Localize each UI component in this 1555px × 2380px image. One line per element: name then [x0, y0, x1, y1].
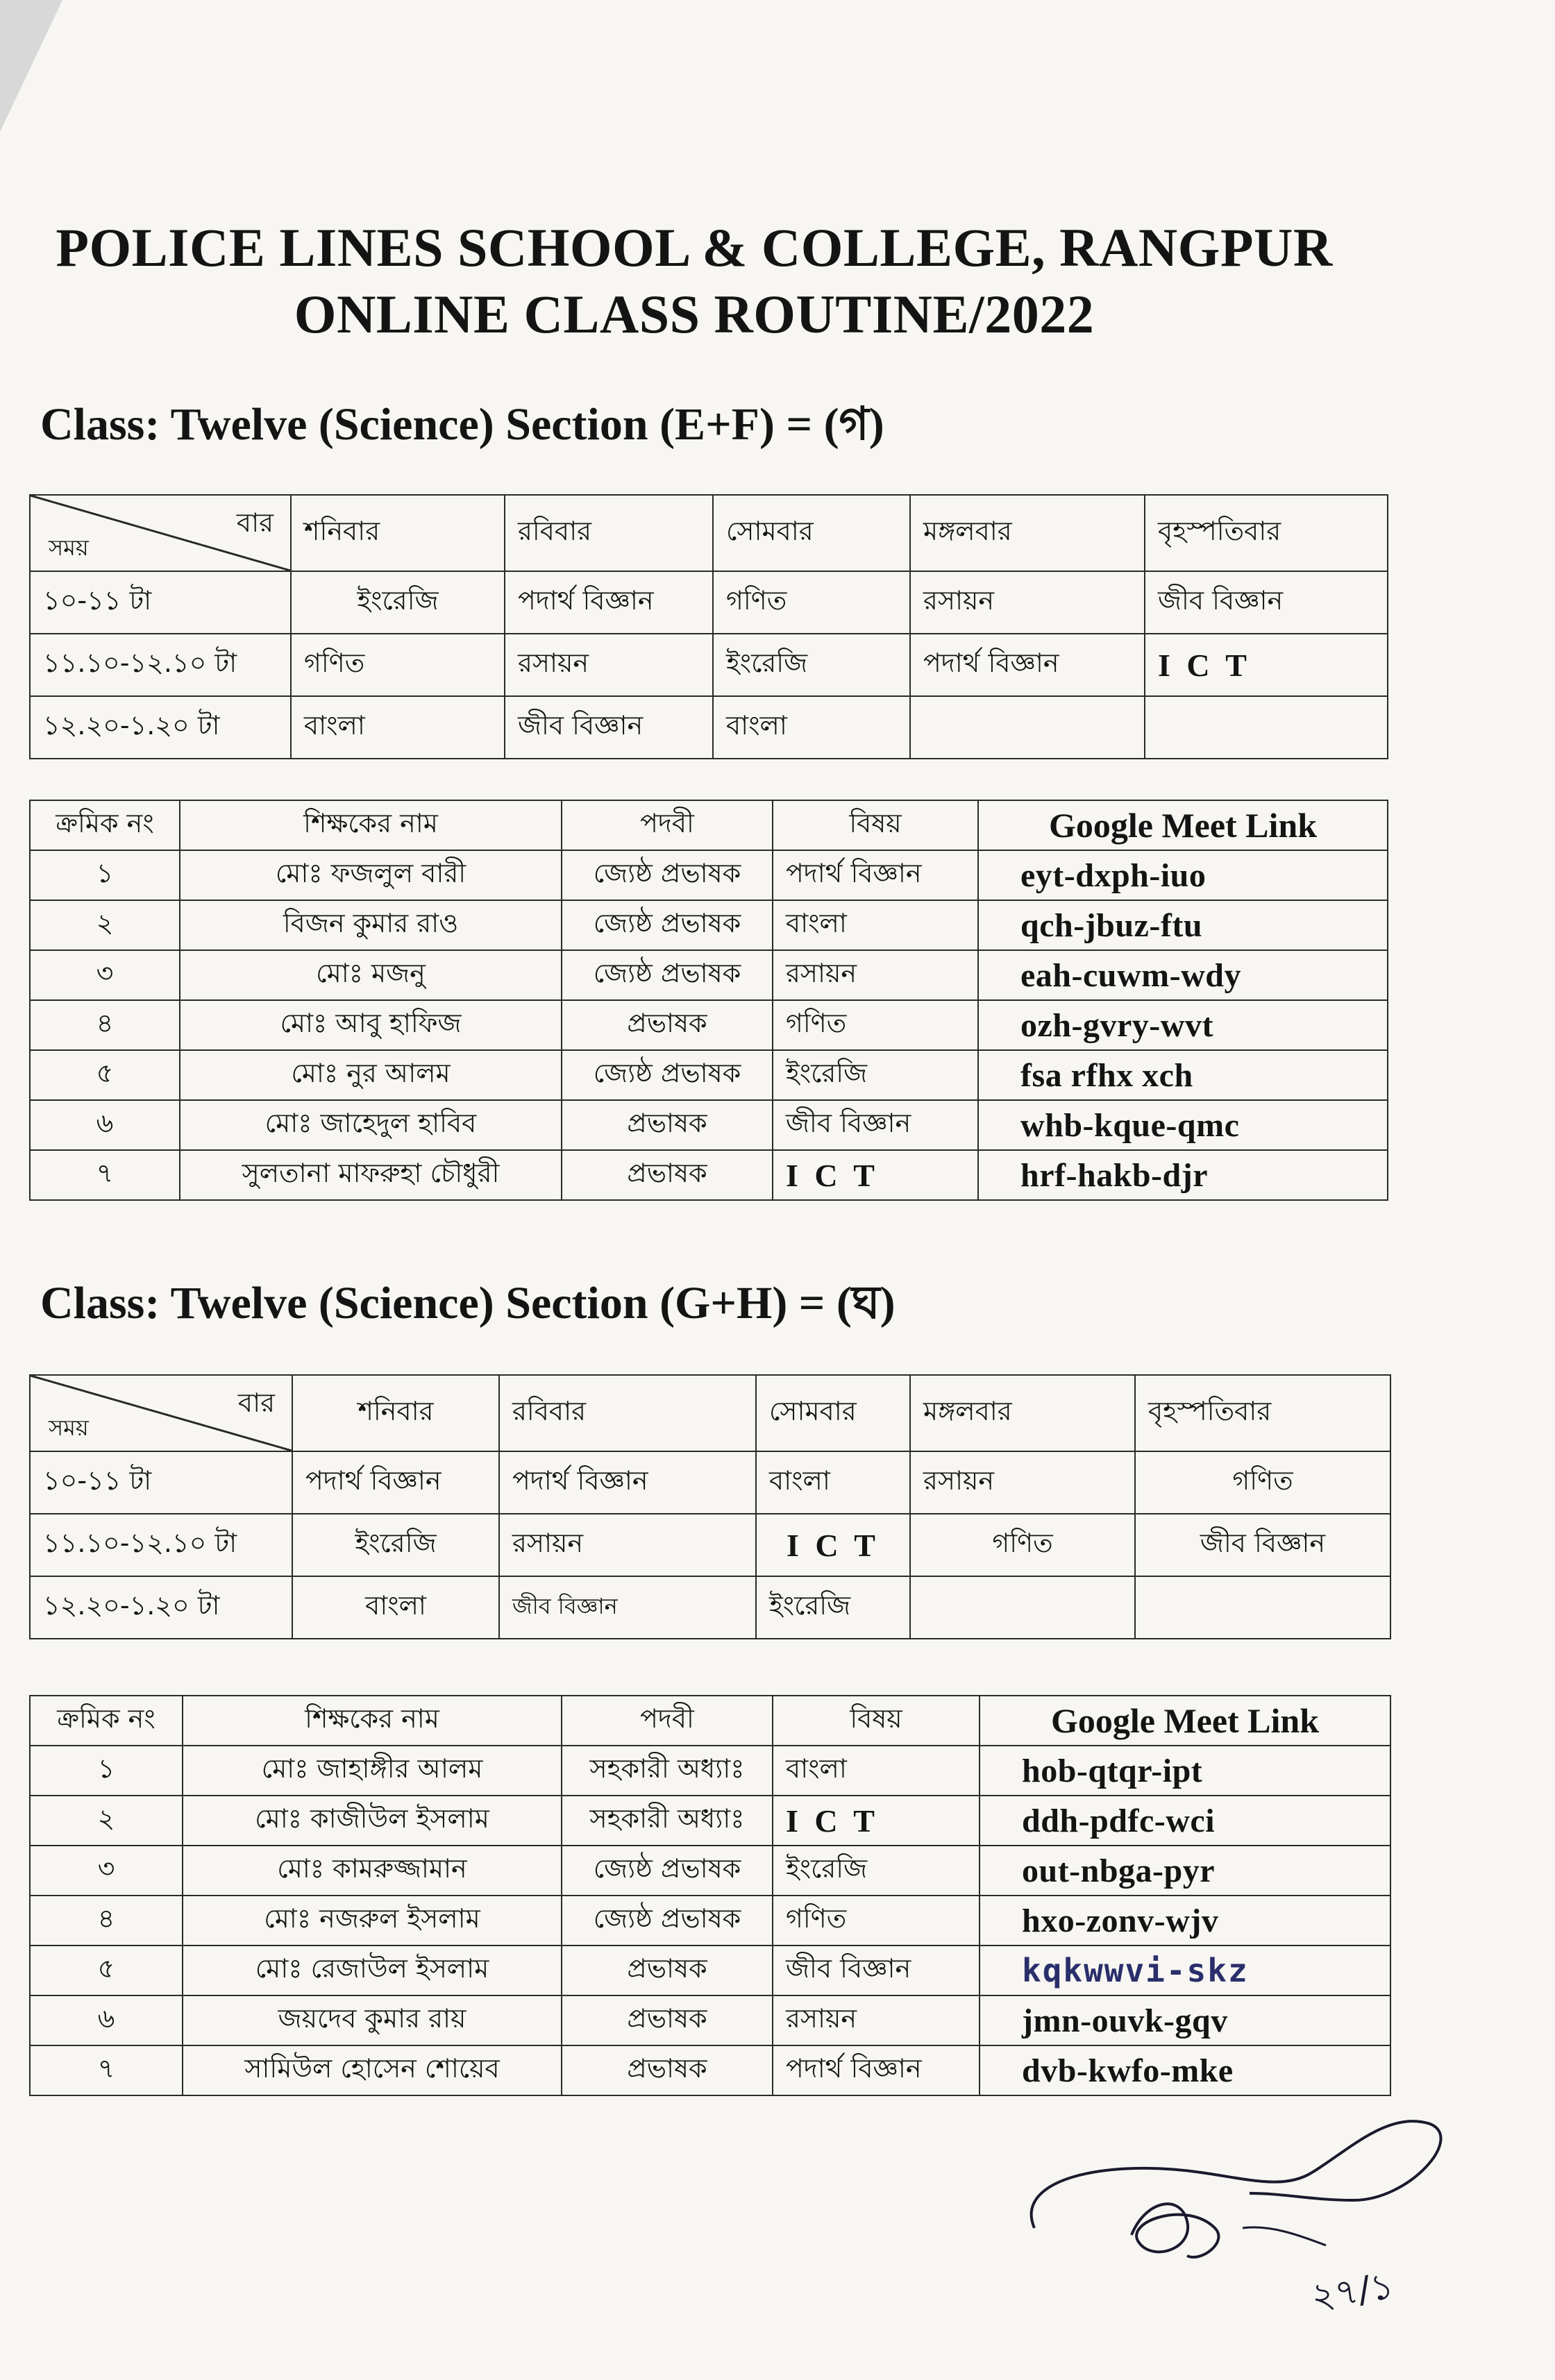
- serial-number: ৬: [30, 1995, 183, 2045]
- meet-link: whb-kque-qmc: [978, 1100, 1388, 1150]
- document-title-line2: ONLINE CLASS ROUTINE/2022: [294, 284, 1095, 344]
- subject: পদার্থ বিজ্ঞান: [773, 850, 978, 900]
- subject-cell: [910, 1576, 1135, 1639]
- table-row: [30, 1796, 1390, 1846]
- serial-number: ৩: [30, 1846, 183, 1896]
- routine-table: [29, 1374, 1391, 1639]
- column-header: পদবী: [562, 800, 773, 850]
- day-header: মঙ্গলবার: [910, 1375, 1135, 1451]
- subject: পদার্থ বিজ্ঞান: [773, 2045, 980, 2095]
- subject-cell: জীব বিজ্ঞান: [1145, 571, 1388, 634]
- meet-link: ddh-pdfc-wci: [980, 1796, 1390, 1846]
- teacher-name: মোঃ জাহাঙ্গীর আলম: [183, 1746, 562, 1796]
- serial-number: ৫: [30, 1050, 180, 1100]
- day-time-corner-cell: [30, 1375, 292, 1451]
- serial-number: ৩: [30, 950, 180, 1000]
- serial-number: ১: [30, 850, 180, 900]
- subject: বাংলা: [773, 900, 978, 950]
- serial-number: ৫: [30, 1946, 183, 1995]
- meet-link: eyt-dxph-iuo: [978, 850, 1388, 900]
- designation: জ্যেষ্ঠ প্রভাষক: [562, 1846, 773, 1896]
- subject: রসায়ন: [773, 1995, 980, 2045]
- meet-link: hrf-hakb-djr: [978, 1150, 1388, 1200]
- document-title-line1: POLICE LINES SCHOOL & COLLEGE, RANGPUR: [56, 217, 1333, 278]
- signature-date: ২৭/১: [1309, 2265, 1397, 2318]
- subject-cell: ইংরেজি: [713, 634, 910, 696]
- designation: প্রভাষক: [562, 1946, 773, 1995]
- subject-cell: পদার্থ বিজ্ঞান: [499, 1451, 756, 1514]
- subject-cell: রসায়ন: [505, 634, 713, 696]
- subject: ইংরেজি: [773, 1050, 978, 1100]
- subject-cell: I C T: [1145, 634, 1388, 696]
- subject-cell: [1145, 696, 1388, 759]
- column-header: বিষয়: [773, 800, 978, 850]
- subject-cell: গণিত: [1135, 1451, 1390, 1514]
- day-header: রবিবার: [499, 1375, 756, 1451]
- day-header: শনিবার: [292, 1375, 499, 1451]
- table-row: [30, 900, 1388, 950]
- subject-cell: জীব বিজ্ঞান: [505, 696, 713, 759]
- time-slot: ১০-১১ টা: [30, 1451, 292, 1514]
- routine-table: [29, 494, 1388, 759]
- column-header: Google Meet Link: [980, 1696, 1390, 1746]
- day-header: রবিবার: [505, 495, 713, 571]
- subject-cell: পদার্থ বিজ্ঞান: [505, 571, 713, 634]
- subject: I C T: [773, 1796, 980, 1846]
- table-row: [30, 1100, 1388, 1150]
- serial-number: ৪: [30, 1000, 180, 1050]
- section-heading: Class: Twelve (Science) Section (G+H) = (ঘ): [40, 1278, 896, 1328]
- column-header: পদবী: [562, 1696, 773, 1746]
- meet-link: qch-jbuz-ftu: [978, 900, 1388, 950]
- table-row: [30, 1896, 1390, 1946]
- table-row: [30, 1746, 1390, 1796]
- time-slot: ১১.১০-১২.১০ টা: [30, 1514, 292, 1576]
- designation: সহকারী অধ্যাঃ: [562, 1796, 773, 1846]
- subject-cell: জীব বিজ্ঞান: [499, 1576, 756, 1639]
- table-row: [30, 1846, 1390, 1896]
- meet-link-handwritten: kqkwwvi-skz: [980, 1946, 1390, 1995]
- day-header: সোমবার: [756, 1375, 910, 1451]
- teacher-name: বিজন কুমার রাও: [180, 900, 562, 950]
- meet-link: hob-qtqr-ipt: [980, 1746, 1390, 1796]
- designation: সহকারী অধ্যাঃ: [562, 1746, 773, 1796]
- column-header: শিক্ষকের নাম: [180, 800, 562, 850]
- corner-day-label: বার: [236, 507, 274, 538]
- subject-cell: বাংলা: [292, 1576, 499, 1639]
- table-row: [30, 1946, 1390, 1995]
- meet-link: ozh-gvry-wvt: [978, 1000, 1388, 1050]
- teacher-name: মোঃ মজনু: [180, 950, 562, 1000]
- subject-cell: ইংরেজি: [291, 571, 505, 634]
- designation: প্রভাষক: [562, 1150, 773, 1200]
- teacher-name: মোঃ নুর আলম: [180, 1050, 562, 1100]
- table-row: [30, 950, 1388, 1000]
- subject-cell: পদার্থ বিজ্ঞান: [910, 634, 1145, 696]
- corner-day-label: বার: [237, 1387, 275, 1418]
- designation: জ্যেষ্ঠ প্রভাষক: [562, 950, 773, 1000]
- subject-cell: বাংলা: [291, 696, 505, 759]
- meet-link: fsa rfhx xch: [978, 1050, 1388, 1100]
- serial-number: ৭: [30, 2045, 183, 2095]
- day-header: বৃহস্পতিবার: [1135, 1375, 1390, 1451]
- section-heading: Class: Twelve (Science) Section (E+F) = (গ): [40, 399, 884, 450]
- time-slot: ১২.২০-১.২০ টা: [30, 1576, 292, 1639]
- column-header: বিষয়: [773, 1696, 980, 1746]
- day-header: সোমবার: [713, 495, 910, 571]
- subject: বাংলা: [773, 1746, 980, 1796]
- serial-number: ৬: [30, 1100, 180, 1150]
- table-row: [30, 1995, 1390, 2045]
- serial-number: ৭: [30, 1150, 180, 1200]
- subject-cell: ইংরেজি: [756, 1576, 910, 1639]
- designation: জ্যেষ্ঠ প্রভাষক: [562, 900, 773, 950]
- subject-cell: বাংলা: [713, 696, 910, 759]
- corner-time-label: সময়: [49, 1415, 89, 1441]
- subject-cell: I C T: [756, 1514, 910, 1576]
- table-row: [30, 1050, 1388, 1100]
- subject: জীব বিজ্ঞান: [773, 1946, 980, 1995]
- subject: I C T: [773, 1150, 978, 1200]
- column-header: Google Meet Link: [978, 800, 1388, 850]
- designation: জ্যেষ্ঠ প্রভাষক: [562, 1896, 773, 1946]
- subject-cell: গণিত: [291, 634, 505, 696]
- teacher-name: মোঃ জাহেদুল হাবিব: [180, 1100, 562, 1150]
- teacher-name: সামিউল হোসেন শোয়েব: [183, 2045, 562, 2095]
- teacher-name: মোঃ কামরুজ্জামান: [183, 1846, 562, 1896]
- serial-number: ৪: [30, 1896, 183, 1946]
- subject-cell: গণিত: [910, 1514, 1135, 1576]
- column-header: শিক্ষকের নাম: [183, 1696, 562, 1746]
- time-slot: ১২.২০-১.২০ টা: [30, 696, 291, 759]
- subject-cell: রসায়ন: [499, 1514, 756, 1576]
- meet-link: jmn-ouvk-gqv: [980, 1995, 1390, 2045]
- corner-time-label: সময়: [49, 534, 89, 561]
- time-slot: ১০-১১ টা: [30, 571, 291, 634]
- meet-link: hxo-zonv-wjv: [980, 1896, 1390, 1946]
- subject-cell: গণিত: [713, 571, 910, 634]
- signature: [1020, 2096, 1451, 2325]
- subject: জীব বিজ্ঞান: [773, 1100, 978, 1150]
- table-row: [30, 850, 1388, 900]
- designation: প্রভাষক: [562, 1100, 773, 1150]
- subject-cell: রসায়ন: [910, 571, 1145, 634]
- teacher-table: [29, 800, 1388, 1201]
- teacher-name: মোঃ আবু হাফিজ: [180, 1000, 562, 1050]
- meet-link: eah-cuwm-wdy: [978, 950, 1388, 1000]
- column-header: ক্রমিক নং: [30, 800, 180, 850]
- serial-number: ১: [30, 1746, 183, 1796]
- serial-number: ২: [30, 1796, 183, 1846]
- designation: জ্যেষ্ঠ প্রভাষক: [562, 1050, 773, 1100]
- designation: প্রভাষক: [562, 1000, 773, 1050]
- time-slot: ১১.১০-১২.১০ টা: [30, 634, 291, 696]
- day-header: শনিবার: [291, 495, 505, 571]
- teacher-table: [29, 1695, 1391, 2096]
- meet-link: out-nbga-pyr: [980, 1846, 1390, 1896]
- subject: গণিত: [773, 1896, 980, 1946]
- table-row: [30, 1000, 1388, 1050]
- column-header: ক্রমিক নং: [30, 1696, 183, 1746]
- serial-number: ২: [30, 900, 180, 950]
- table-row: [30, 1150, 1388, 1200]
- paper-fold-corner: [0, 0, 62, 132]
- teacher-name: সুলতানা মাফরুহা চৌধুরী: [180, 1150, 562, 1200]
- teacher-name: মোঃ রেজাউল ইসলাম: [183, 1946, 562, 1995]
- day-header: বৃহস্পতিবার: [1145, 495, 1388, 571]
- day-time-corner-cell: [30, 495, 291, 571]
- teacher-name: মোঃ কাজীউল ইসলাম: [183, 1796, 562, 1846]
- subject-cell: ইংরেজি: [292, 1514, 499, 1576]
- subject-cell: বাংলা: [756, 1451, 910, 1514]
- designation: জ্যেষ্ঠ প্রভাষক: [562, 850, 773, 900]
- teacher-name: জয়দেব কুমার রায়: [183, 1995, 562, 2045]
- subject: গণিত: [773, 1000, 978, 1050]
- teacher-name: মোঃ ফজলুল বারী: [180, 850, 562, 900]
- designation: প্রভাষক: [562, 1995, 773, 2045]
- subject: রসায়ন: [773, 950, 978, 1000]
- subject: ইংরেজি: [773, 1846, 980, 1896]
- table-row: [30, 2045, 1390, 2095]
- subject-cell: পদার্থ বিজ্ঞান: [292, 1451, 499, 1514]
- subject-cell: [1135, 1576, 1390, 1639]
- designation: প্রভাষক: [562, 2045, 773, 2095]
- day-header: মঙ্গলবার: [910, 495, 1145, 571]
- subject-cell: রসায়ন: [910, 1451, 1135, 1514]
- subject-cell: জীব বিজ্ঞান: [1135, 1514, 1390, 1576]
- subject-cell: [910, 696, 1145, 759]
- teacher-name: মোঃ নজরুল ইসলাম: [183, 1896, 562, 1946]
- meet-link: dvb-kwfo-mke: [980, 2045, 1390, 2095]
